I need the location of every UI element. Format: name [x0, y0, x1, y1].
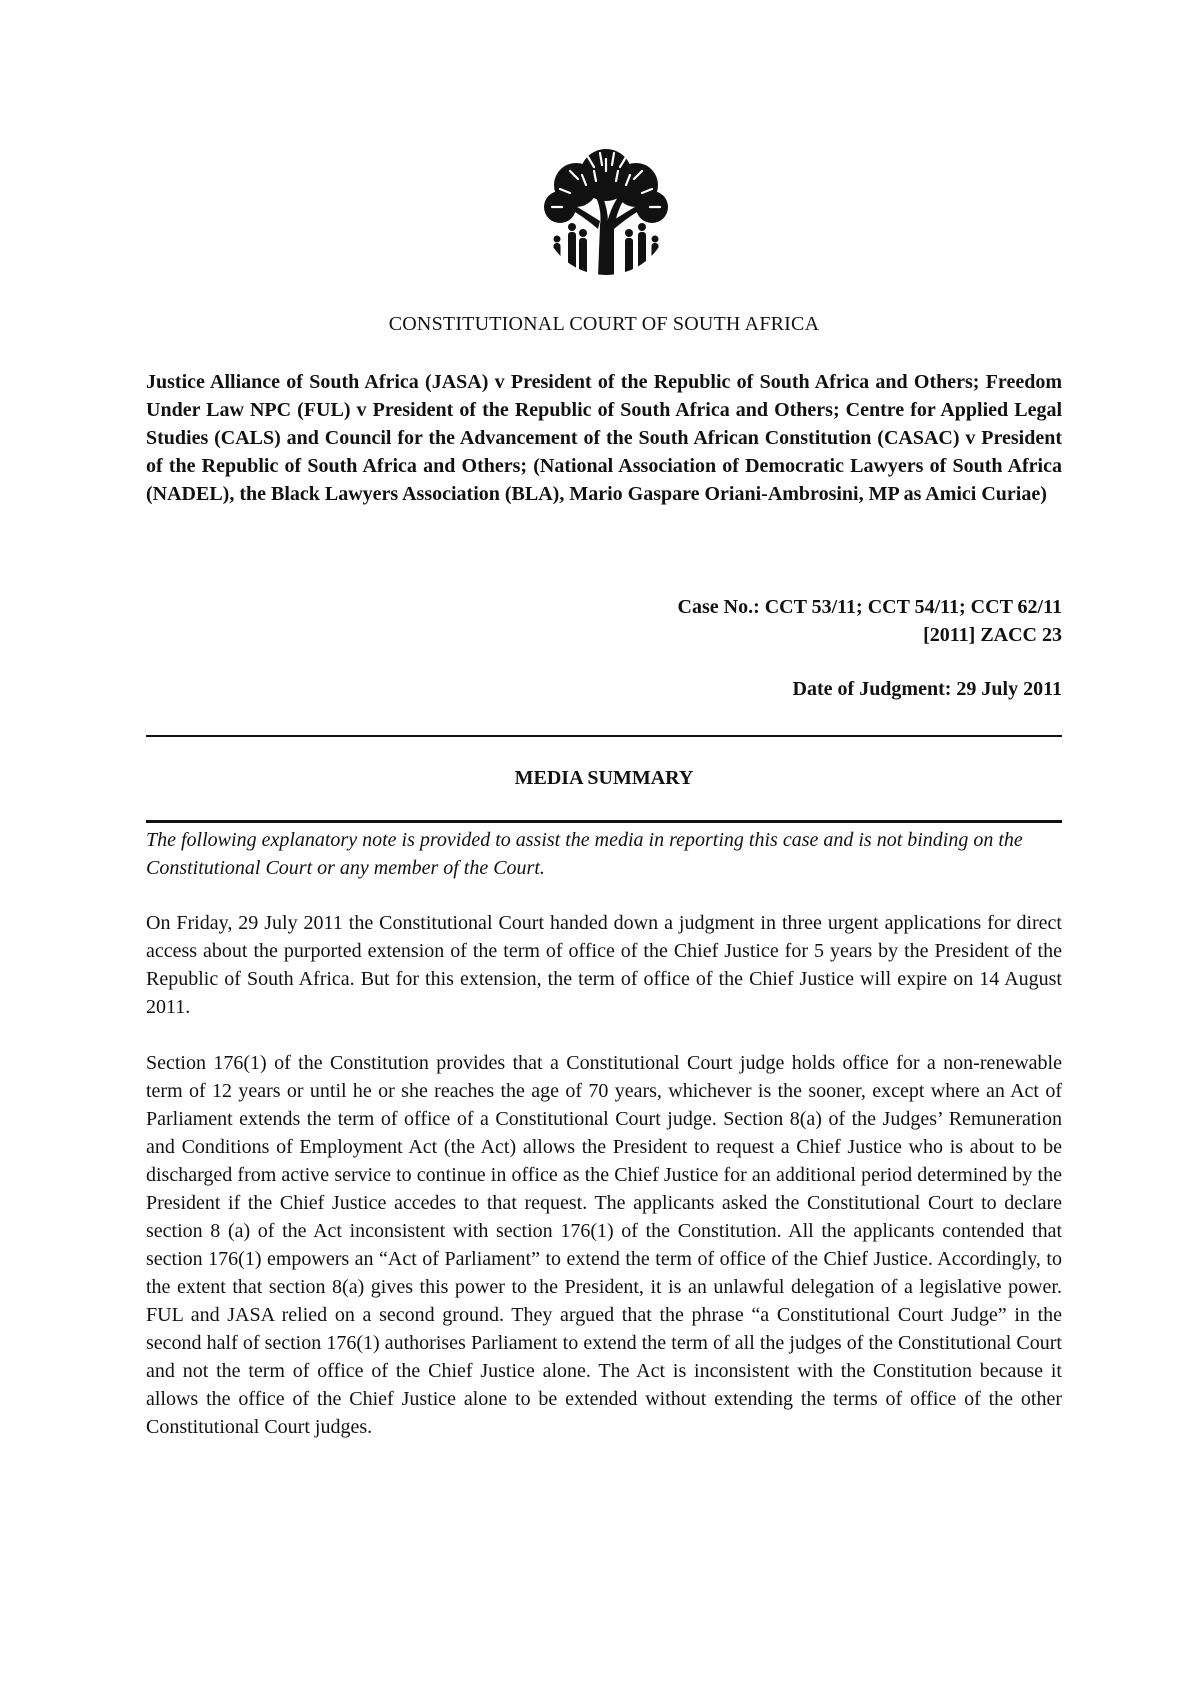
case-reference-block	[146, 593, 1062, 649]
summary-paragraph: On Friday, 29 July 2011 the Constitutional Court handed down a judgment in three urgent applications for direct access about the purported extension of the term of office of the Chief Justice for 5 years by the President of the Republic of South Africa. But for this extension, the term of office of the Chief Justice will expire on 14 August 2011.	[146, 912, 1062, 1018]
explanatory-note: The following explanatory note is provided to assist the media in reporting this case and is not binding on the Constitutional Court or any member of the Court.	[146, 829, 1023, 879]
media-summary-heading: MEDIA SUMMARY	[514, 767, 694, 789]
summary-paragraph: Section 176(1) of the Constitution provides that a Constitutional Court judge holds office for a non-renewable term of 12 years or until he or she reaches the age of 70 years, whichever is the sooner, except where an Act of Parliament extends the term of office of a Constitutional Court judge. Section 8(a) of the Judges’ Remuneration and Conditions of Employment Act (the Act) allows the President to request a Chief Justice who is about to be discharged from active service to continue in office as the Chief Justice for an additional period determined by the President if the Chief Justice accedes to that request. The applicants asked the Constitutional Court to declare section 8 (a) of the Act inconsistent with section 176(1) of the Constitution. All the applicants contended that section 176(1) empowers an “Act of Parliament” to extend the term of office of the Chief Justice. Accordingly, to the extent that section 8(a) gives this power to the President, it is an unlawful delegation of a legislative power. FUL and JASA relied on a second ground. They argued that the phrase “a Constitutional Court Judge” in the second half of section 176(1) authorises Parliament to extend the term of all the judges of the Constitutional Court and not the term of office of the Chief Justice alone. The Act is inconsistent with the Constitution because it allows the office of the Chief Justice alone to be extended without extending the terms of office of the other Constitutional Court judges.	[146, 1052, 1062, 1438]
case-number: Case No.: CCT 53/11; CCT 54/11; CCT 62/11	[677, 596, 1062, 618]
constitutional-court-tree-logo-icon	[540, 145, 672, 277]
court-name: CONSTITUTIONAL COURT OF SOUTH AFRICA	[388, 313, 820, 335]
case-parties: Justice Alliance of South Africa (JASA) v President of the Republic of South Africa and Others; Freedom Under Law NPC (FUL) v President of the Republic of South Africa and Others; Centre for Applied Legal Studies (CALS) and Council for the Advancement of the South African Constitution (CASAC) v President of the Republic of South Africa and Others; (National Association of Democratic Lawyers of South Africa (NADEL), the Black Lawyers Association (BLA), Mario Gaspare Oriani-Ambrosini, MP as Amici Curiae)	[146, 371, 1062, 505]
judgment-date: Date of Judgment: 29 July 2011	[792, 678, 1062, 700]
divider-top	[146, 735, 1062, 737]
divider-bottom	[146, 820, 1062, 823]
case-citation: [2011] ZACC 23	[923, 624, 1062, 646]
